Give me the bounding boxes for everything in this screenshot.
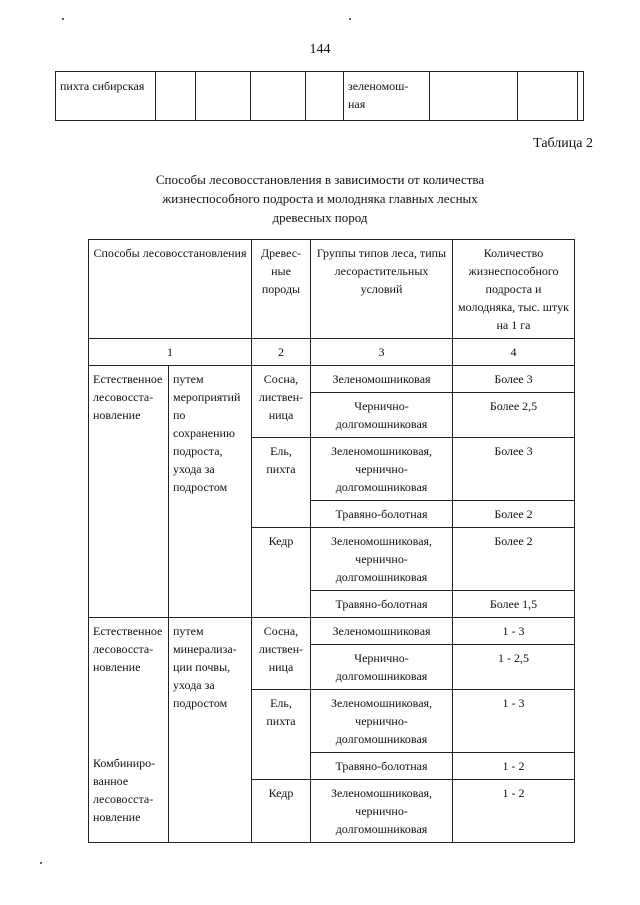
forest-group-cell: Чернично-долгомошниковая <box>311 645 453 690</box>
section2-species-spruce: Ель, пихта <box>252 690 311 780</box>
section2-method <box>89 618 169 843</box>
page-number: 144 <box>309 42 331 57</box>
quantity-cell: Более 3 <box>453 366 575 393</box>
continuation-empty-cell <box>306 72 344 120</box>
continuation-row <box>55 71 584 121</box>
continuation-empty-cell <box>518 72 578 120</box>
forest-group-cell: Зеленомошниковая, чернично-долгомошниковая <box>311 780 453 843</box>
header-groups: Группы типов леса, типы лесорастительных условий <box>311 240 453 339</box>
forest-group-cell: Чернично-долгомошниковая <box>311 393 453 438</box>
continuation-empty-cell <box>196 72 251 120</box>
section1-species-spruce: Ель, пихта <box>252 438 311 528</box>
quantity-cell: 1 - 3 <box>453 690 575 753</box>
quantity-cell: Более 2 <box>453 501 575 528</box>
quantity-cell: Более 1,5 <box>453 591 575 618</box>
forest-group-cell: Зеленомошниковая, чернично-долгомошниковая <box>311 438 453 501</box>
header-methods: Способы лесовосстановления <box>89 240 252 339</box>
column-number-row <box>89 339 575 366</box>
continuation-empty-cell <box>430 72 518 120</box>
column-number: 3 <box>311 339 453 366</box>
forest-group-cell: Травяно-болотная <box>311 591 453 618</box>
forest-group-cell: Зеленомошниковая <box>311 366 453 393</box>
quantity-cell: Более 3 <box>453 438 575 501</box>
scan-speck <box>62 18 64 20</box>
section1-method: Естественное лесовосста-новление <box>89 366 169 618</box>
table-row <box>89 366 575 393</box>
quantity-cell: 1 - 2 <box>453 780 575 843</box>
continuation-species: пихта сибирская <box>56 72 156 120</box>
scan-speck <box>349 18 351 20</box>
section2-method-natural: Естественное лесовосста-новление <box>93 624 163 674</box>
reforestation-table <box>88 239 575 843</box>
table-title: Способы лесовосстановления в зависимости от количества жизнеспособного подроста и молодняка главных лесных древесных пород <box>155 172 485 225</box>
continuation-forest-type: зеленомош-ная <box>344 72 430 120</box>
forest-group-cell: Зеленомошниковая, чернично-долгомошниковая <box>311 528 453 591</box>
continuation-empty-cell <box>156 72 196 120</box>
section2-species-cedar: Кедр <box>252 780 311 843</box>
quantity-cell: 1 - 3 <box>453 618 575 645</box>
quantity-cell: 1 - 2 <box>453 753 575 780</box>
section2-species-pine: Сосна, листвен-ница <box>252 618 311 690</box>
forest-group-cell: Зеленомошниковая <box>311 618 453 645</box>
forest-group-cell: Травяно-болотная <box>311 501 453 528</box>
quantity-cell: 1 - 2,5 <box>453 645 575 690</box>
section1-species-pine: Сосна, листвен-ница <box>252 366 311 438</box>
header-species: Древес-ные породы <box>252 240 311 339</box>
forest-group-cell: Травяно-болотная <box>311 753 453 780</box>
table-row <box>89 618 575 645</box>
column-number: 2 <box>252 339 311 366</box>
table-header-row <box>89 240 575 339</box>
section2-method-combined: Комбиниро-ванное лесовосста-новление <box>93 756 156 824</box>
section1-measures: путем мероприятий по сохранению подроста, ухода за подростом <box>169 366 252 618</box>
forest-group-cell: Зеленомошниковая, чернично-долгомошниковая <box>311 690 453 753</box>
section2-measures: путем минерализа-ции почвы, ухода за подростом <box>169 618 252 843</box>
column-number: 1 <box>89 339 252 366</box>
column-number: 4 <box>453 339 575 366</box>
header-quantity: Количество жизнеспособного подроста и молодняка, тыс. штук на 1 га <box>453 240 575 339</box>
table-label: Таблица 2 <box>533 136 593 151</box>
section1-species-cedar: Кедр <box>252 528 311 618</box>
scan-speck <box>40 862 42 864</box>
quantity-cell: Более 2 <box>453 528 575 591</box>
quantity-cell: Более 2,5 <box>453 393 575 438</box>
continuation-empty-cell <box>251 72 306 120</box>
